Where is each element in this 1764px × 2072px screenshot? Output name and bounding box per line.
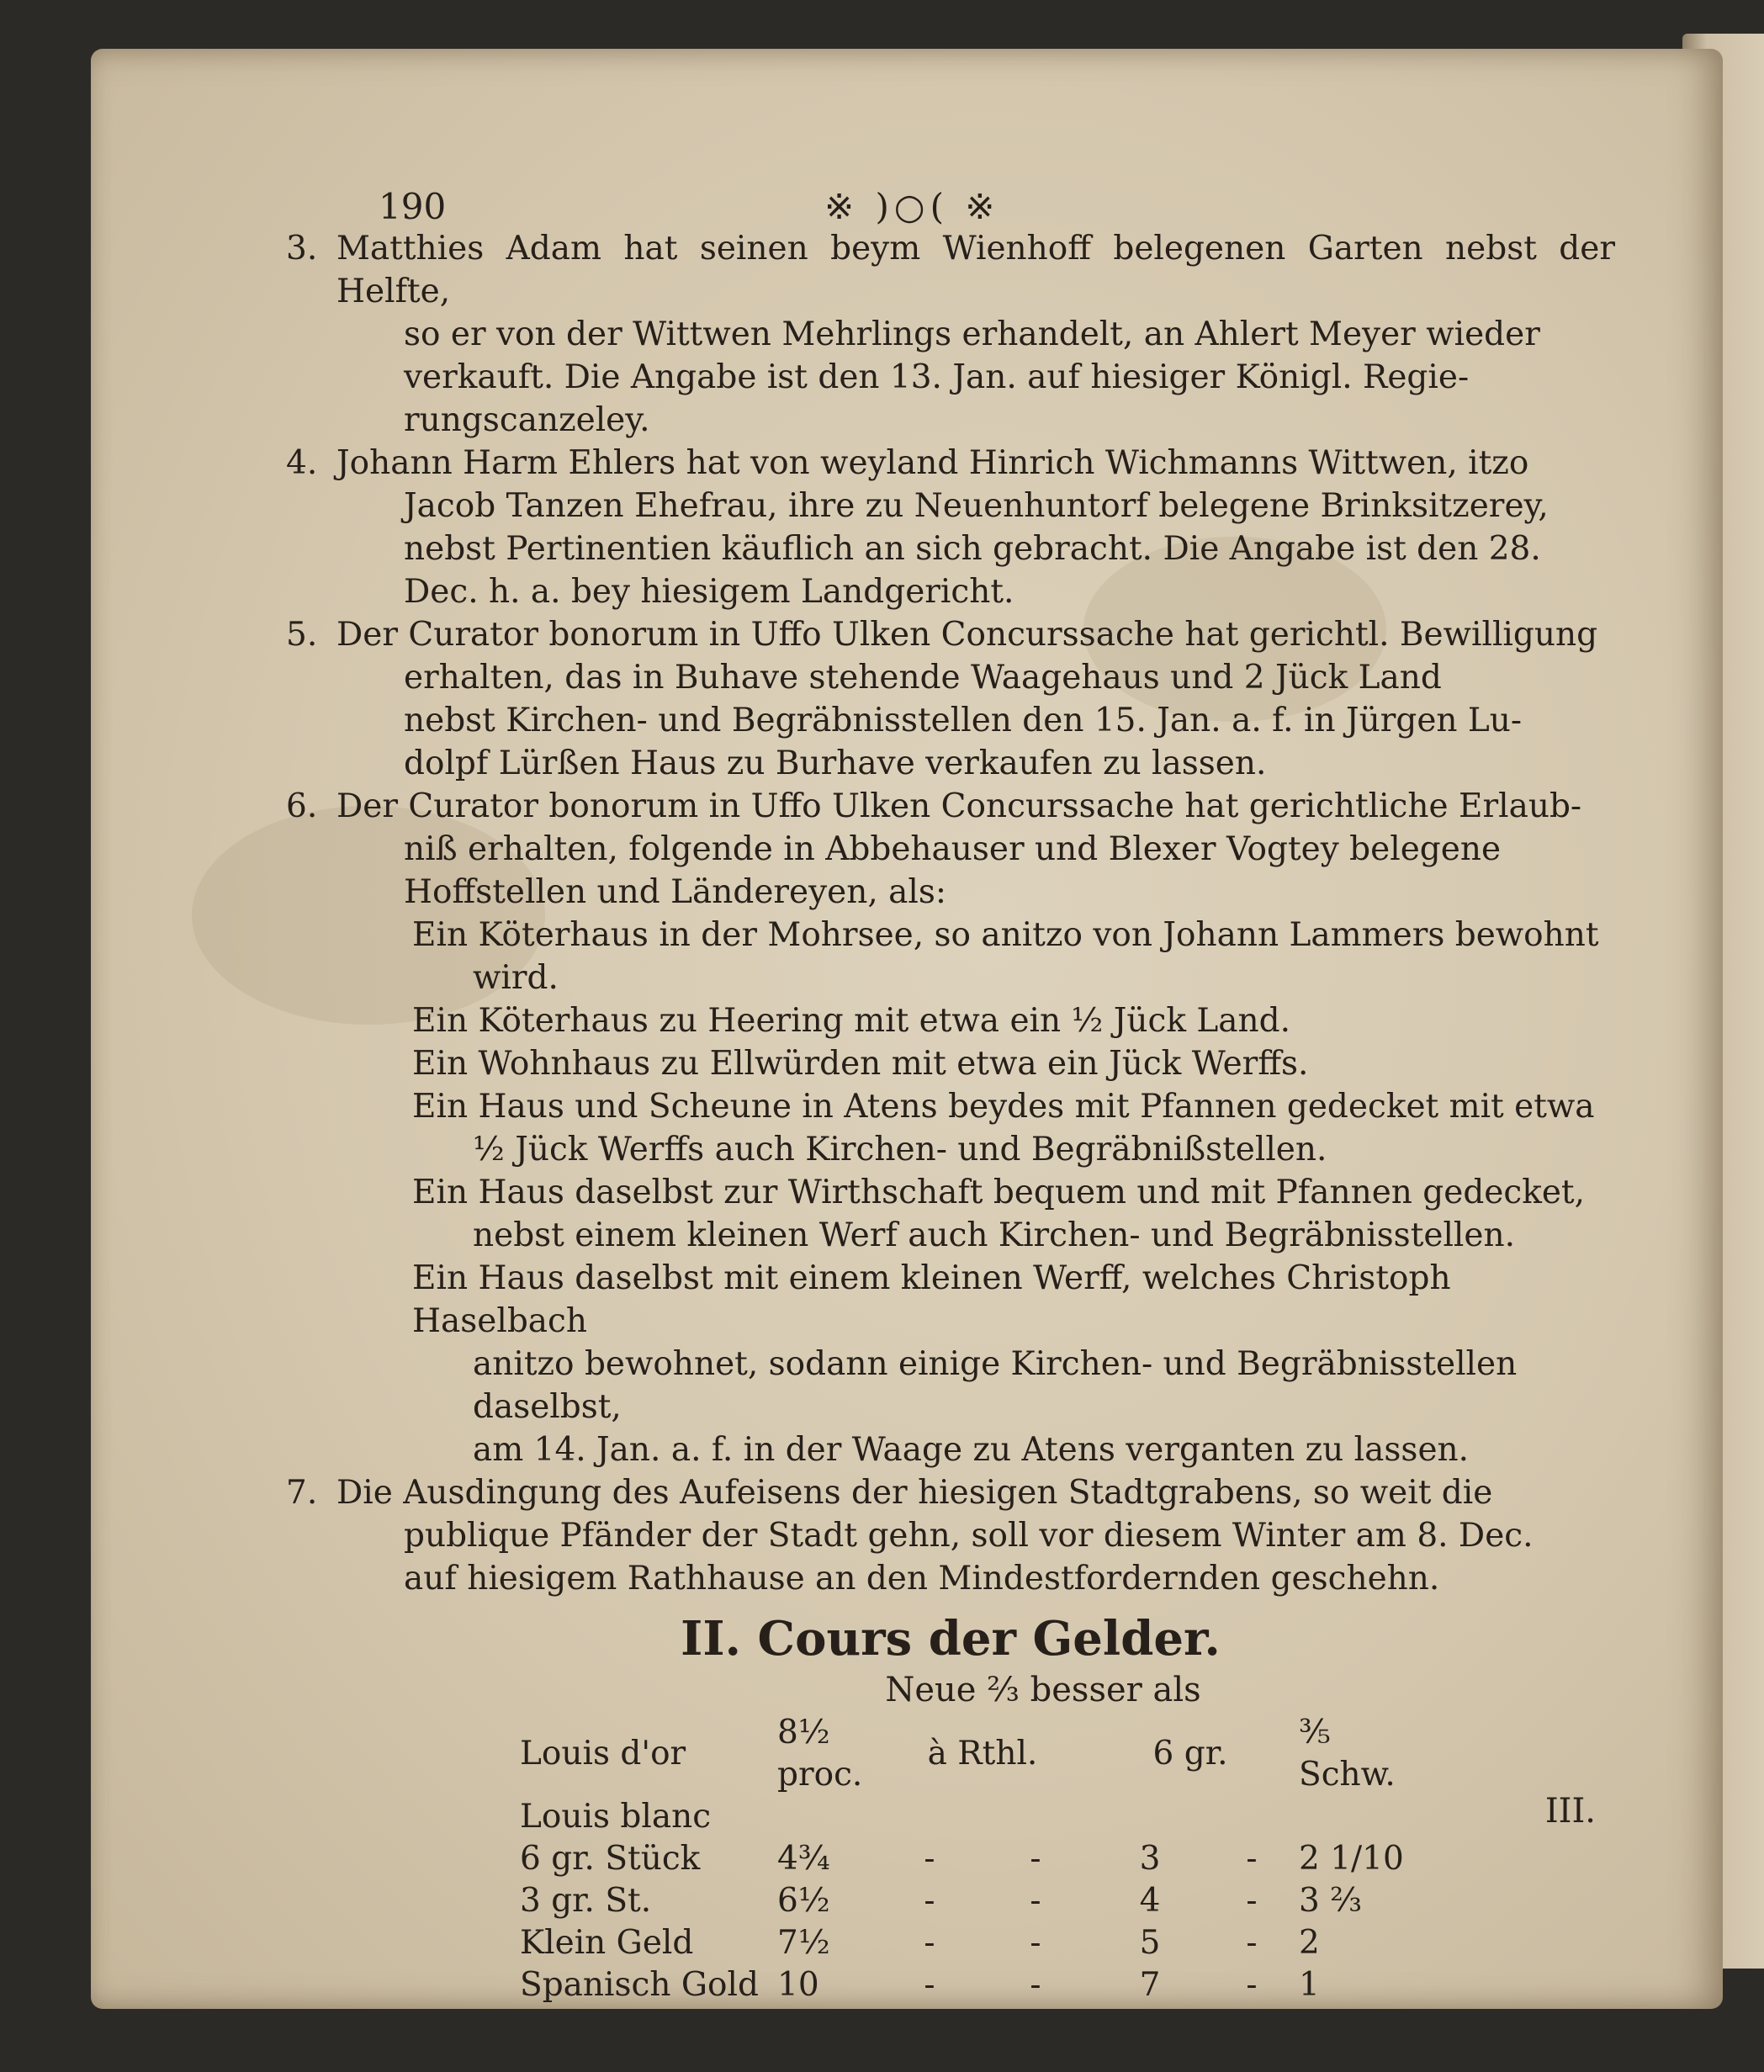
entry-line: Der Curator bonorum in Uffo Ulken Concurssache hat gerichtl. Bewilligung	[336, 616, 1598, 654]
exchange-rate-table	[513, 1712, 1432, 2006]
section-heading: II. Cours der Gelder.	[681, 1611, 1221, 1667]
item-line: Ein Köterhaus in der Mohrsee, so anitzo von Johann Lammers bewohnt	[412, 916, 1599, 954]
cell: 1	[1299, 1966, 1320, 2004]
cell: Klein Geld	[520, 1924, 694, 1962]
cell: -	[1030, 1882, 1041, 1920]
entry-line: Hoffstellen und Ländereyen, als:	[404, 873, 947, 911]
catchword: III.	[1544, 1792, 1596, 1831]
cell: -	[1030, 1840, 1041, 1878]
entry-line: so er von der Wittwen Mehrlings erhandelt, an Ahlert Meyer wieder	[404, 315, 1540, 353]
header-cell: 6 gr.	[1152, 1735, 1228, 1773]
property-item	[412, 1257, 1615, 1471]
table-row	[513, 1964, 1432, 2006]
entry-line: verkauft. Die Angabe ist den 13. Jan. auf hiesiger Königl. Regie-	[404, 358, 1470, 396]
entry-line: Matthies Adam hat seinen beym Wienhoff belegenen Garten nebst der Helfte,	[336, 230, 1615, 310]
cell: -	[924, 1924, 935, 1962]
header-cell: Louis d'or	[520, 1735, 686, 1773]
item-line: wird.	[473, 959, 559, 997]
entry-number: 5.	[286, 616, 318, 654]
table-row	[513, 1922, 1432, 1964]
notice-entry	[286, 613, 1615, 785]
cell: -	[1246, 1840, 1258, 1878]
property-item	[412, 914, 1615, 999]
cell: 10	[777, 1966, 819, 2004]
cell: -	[924, 1840, 935, 1878]
cell: Louis blanc	[520, 1798, 712, 1836]
entry-line: erhalten, das in Buhave stehende Waagehaus und 2 Jück Land	[404, 659, 1442, 697]
entry-line: Die Ausdingung des Aufeisens der hiesigen Stadtgrabens, so weit die	[336, 1474, 1493, 1512]
entry-line: Jacob Tanzen Ehefrau, ihre zu Neuenhuntorf belegene Brinksitzerey,	[404, 487, 1549, 525]
cell: 2 1/10	[1299, 1840, 1404, 1878]
cell: -	[1246, 1966, 1258, 2004]
cell: -	[1246, 1924, 1258, 1962]
notice-entry	[286, 227, 1615, 442]
cell: 4¾	[777, 1840, 830, 1878]
entry-line: Der Curator bonorum in Uffo Ulken Concurssache hat gerichtliche Erlaub-	[336, 787, 1582, 825]
entry-line: dolpf Lürßen Haus zu Burhave verkaufen zu lassen.	[404, 745, 1267, 782]
cell	[1089, 1796, 1211, 1838]
cell: 2	[1299, 1924, 1320, 1962]
entry-line: nebst Kirchen- und Begräbnisstellen den 15. Jan. a. f. in Jürgen Lu-	[404, 702, 1523, 739]
cell: 7	[1139, 1966, 1161, 2004]
cell: 5	[1139, 1924, 1161, 1962]
property-item	[412, 1042, 1615, 1085]
notice-entry	[286, 442, 1615, 613]
cell	[983, 1796, 1089, 1838]
entry-number: 3.	[286, 230, 318, 268]
cell: 7½	[777, 1924, 830, 1962]
notice-entry	[286, 785, 1615, 1471]
page-number: 190	[379, 186, 447, 227]
cell: -	[1246, 1882, 1258, 1920]
cell: Spanisch Gold	[520, 1966, 759, 2004]
table-header-row	[513, 1712, 1432, 1796]
item-line: anitzo bewohnet, sodann einige Kirchen- und Begräbnisstellen daselbst,	[473, 1345, 1518, 1426]
entry-line: rungscanzeley.	[404, 401, 650, 439]
cell	[1211, 1796, 1292, 1838]
entry-line: auf hiesigem Rathhause an den Mindestfordernden geschehn.	[404, 1560, 1440, 1598]
property-item	[412, 1171, 1615, 1257]
entry-line: Johann Harm Ehlers hat von weyland Hinrich Wichmanns Wittwen, itzo	[336, 444, 1529, 482]
property-item	[412, 1085, 1615, 1171]
entry-line: niß erhalten, folgende in Abbehauser und Blexer Vogtey belegene	[404, 830, 1502, 868]
property-item	[412, 999, 1615, 1042]
item-line: Ein Haus daselbst zur Wirthschaft bequem und mit Pfannen gedecket,	[412, 1174, 1586, 1211]
notice-entry	[286, 1471, 1615, 1600]
cell: 3	[1139, 1840, 1161, 1878]
item-line: Ein Köterhaus zu Heering mit etwa ein ½ Jück Land.	[412, 1002, 1290, 1040]
table-row	[513, 1796, 1432, 1838]
header-cell: à Rthl.	[927, 1735, 1038, 1773]
table-caption: Neue ⅔ besser als	[885, 1671, 1201, 1709]
cell: -	[1030, 1924, 1041, 1962]
item-line: am 14. Jan. a. f. in der Waage zu Atens verganten zu lassen.	[473, 1431, 1470, 1469]
header-cell: ⅗ Schw.	[1299, 1714, 1396, 1794]
running-header	[286, 168, 1615, 227]
entry-line: Dec. h. a. bey hiesigem Landgericht.	[404, 573, 1014, 611]
cell: 3 gr. St.	[520, 1882, 652, 1920]
header-cell: 8½ proc.	[777, 1714, 863, 1794]
table-row	[513, 1880, 1432, 1922]
cell: -	[1030, 1966, 1041, 2004]
cell: -	[924, 1966, 935, 2004]
cell: 6½	[777, 1882, 830, 1920]
cell	[771, 1796, 877, 1838]
cell: 6 gr. Stück	[520, 1840, 701, 1878]
cell	[1292, 1796, 1432, 1838]
entry-line: nebst Pertinentien käuflich an sich gebracht. Die Angabe ist den 28.	[404, 530, 1541, 568]
cell: -	[924, 1882, 935, 1920]
cell: 3 ⅔	[1299, 1882, 1363, 1920]
table-row	[513, 1838, 1432, 1880]
item-line: nebst einem kleinen Werf auch Kirchen- und Begräbnisstellen.	[473, 1216, 1515, 1254]
entry-number: 7.	[286, 1474, 318, 1512]
cell	[877, 1796, 983, 1838]
entry-number: 4.	[286, 444, 318, 482]
cell: 4	[1139, 1882, 1161, 1920]
page-content	[286, 168, 1615, 2006]
header-ornament: ※ )○( ※	[824, 186, 1000, 227]
item-line: Ein Haus und Scheune in Atens beydes mit Pfannen gedecket mit etwa	[412, 1088, 1595, 1126]
item-line: Ein Haus daselbst mit einem kleinen Werff, welches Christoph Haselbach	[412, 1259, 1451, 1340]
entry-number: 6.	[286, 787, 318, 825]
item-line: ½ Jück Werffs auch Kirchen- und Begräbnißstellen.	[473, 1131, 1327, 1168]
entry-line: publique Pfänder der Stadt gehn, soll vor diesem Winter am 8. Dec.	[404, 1517, 1534, 1555]
item-line: Ein Wohnhaus zu Ellwürden mit etwa ein Jück Werffs.	[412, 1045, 1309, 1083]
